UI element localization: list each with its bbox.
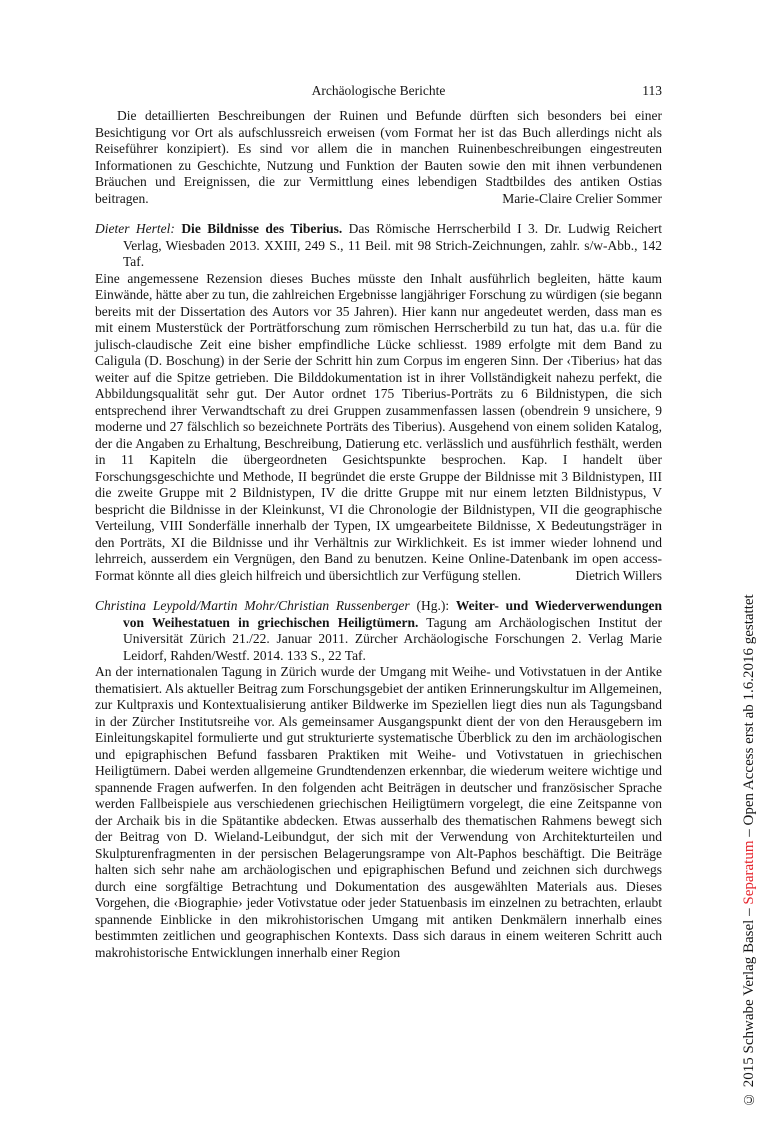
review-weihestatuen-imprint: Tagung am Archäologischen Institut der Universität Zürich 21./22. Januar 2011. Zürcher Archäologische Forschungen 2. Verlag Marie Leidorf, Rahden/Westf. 2014. 133 S., 22 Taf. [123, 614, 662, 663]
review-weihestatuen-editors-suffix: (Hg.): [416, 598, 450, 613]
open-access-suffix: – Open Access erst ab 1.6.2016 gestattet [741, 594, 757, 841]
running-head [95, 82, 662, 99]
review-tiberius-signature: Dietrich Willers [575, 567, 662, 583]
review-tiberius-text: Eine angemessene Rezension dieses Buches müsste den Inhalt ausführlich begleiten, hätte kaum Einwände, hätte aber zu tun, die zahlreichen Ergebnisse langjähriger Forschung zu würdigen (sie begann bereits mit der Dissertation des Autors vor 35 Jahren). Hier kann nur angedeutet werden, dass man es mit einem Musterstück der Porträtforschung zum römischen Herrscherbild zu tun hat, das u.a. für die julisch-claudische Zeit eine bisher empfindliche Lücke schliesst. 1989 erfolgte mit dem Band zu Caligula (D. Boschung) in der Serie der Schritt hin zum Corpus im engeren Sinn. Der ‹Tiberius› hat das weiter auf die Spitze getrieben. Die Bilddokumentation ist in ihrer Vollständigkeit nahezu perfekt, die Abbildungsqualität sehr gut. Der Autor ordnet 175 Tiberius-Porträts zu 6 Bildnistypen, die sich entsprechend ihrer Verwandtschaft zu drei Gruppen zusammenfassen lassen (obendrein 9 unsichere, 9 moderne und 27 fälschlich so bezeichnete Porträts des Tiberius). Ausgehend von einem soliden Katalog, der die Angaben zu Erhaltung, Beschreibung, Datierung etc. verlässlich und ausführlich festhält, werden in 11 Kapiteln die übergeordneten Gesichtspunkte besprochen. Kap. I handelt über Forschungsgeschichte und Methode, II begründet die erste Gruppe der Bildnisse mit 3 Bildnistypen, III die zweite Gruppe mit 2 Bildnistypen, IV die dritte Gruppe mit nur einem letzten Bildnistypus, V bespricht die Bildnisse in der Kleinkunst, VI die Chronologie der Bildnistypen, VII die geographische Verteilung, VIII Sonderfälle innerhalb der Typen, IX umgearbeitete Bildnisse, X Bedeutungsträger in den Porträts, XI die Bildnisse und ihr Verhältnis zur Wirklichkeit. Es ist immer wieder lohnend und lehrreich, ausserdem ein Vergnügen, den Band zu benutzen. Keine Online-Datenbank im open access-Format könnte all dies gleich hilfreich und übersichtlich zur Verfügung stellen. [95, 270, 662, 583]
review-weihestatuen-body [95, 664, 662, 961]
review-tiberius-imprint: Das Römische Herrscherbild I 3. Dr. Ludwig Reichert Verlag, Wiesbaden 2013. XXIII, 249 S., 11 Beil. mit 98 Strich-Zeichnungen, zahlr. s/w-Abb., 142 Taf. [123, 221, 662, 269]
review-weihestatuen-text: An der internationalen Tagung in Zürich wurde der Umgang mit Weihe- und Votivstatuen in der Antike thematisiert. Als aktueller Beitrag zum Forschungsgebiet der antiken Erinnerungskultur im Allgemeinen, zur Kultpraxis und Kontextualisierung antiker Bildwerke im Speziellen liegt dies nun als Tagungsband in der Zürcher Institutsreihe vor. Als gemeinsamer Ausgangspunkt dient der von den Herausgebern im Einleitungskapitel formulierte und gut strukturierte systematische Überblick zu den im archäologischen und epigraphischen Befund fassbaren Praktiken mit Weihe- und Votivstatuen in griechischen Heiligtümern. Dabei werden allgemeine Grundtendenzen erkennbar, die wiederum weitere wichtige und spannende Fragen aufwerfen. In den folgenden acht Beiträgen in deutscher und französischer Sprache werden Fallbeispiele aus verschiedenen griechischen Heiligtümern vorgelegt, die eine Zeitspanne von der Archaik bis in die Spätantike abdecken. Etwas ausserhalb des thematischen Rahmens bewegt sich der Beitrag von D. Wieland-Leibundgut, der sich mit der Verwendung von Architekturteilen und Skulpturenfragmenten in der persischen Belagerungsrampe von Alt-Paphos beschäftigt. Die Beiträge halten sich sehr nahe am archäologischen und epigraphischen Befund und zeichnen sich durchwegs durch eine sorgfältige Betrachtung und Dokumentation des ausgewählten Materials aus. Dieses Vorgehen, die ‹Biographie› jeder Votivstatue oder jeder Statuenbasis im einzelnen zu betrachten, erlaubt spannende Einblicke in den mikrohistorischen Umgang mit antiken Denkmälern innerhalb eines bestimmten zeitlichen und geographischen Kontexts. Dass sich daraus in einem weiteren Schritt auch makrohistorische Entwicklungen innerhalb einer Region [95, 664, 662, 960]
review-tiberius [95, 221, 662, 584]
separatum-label: Separatum [741, 840, 757, 905]
copyright-prefix: © 2015 Schwabe Verlag Basel – [741, 904, 757, 1107]
review-weihestatuen-title: Weiter- und Wiederverwendungen von Weihestatuen in griechischen Heiligtümern. [123, 598, 663, 630]
review-weihestatuen-heading [95, 598, 662, 664]
review-weihestatuen-editors: Christina Leypold/Martin Mohr/Christian Russenberger [95, 598, 410, 613]
review-ostia-signature: Marie-Claire Crelier Sommer [502, 190, 662, 206]
review-weihestatuen [95, 598, 662, 961]
review-ostia-paragraph [95, 108, 662, 207]
journal-title: Archäologische Berichte [311, 83, 446, 98]
page-text-block [95, 82, 662, 961]
review-tiberius-title: Die Bildnisse des Tiberius. [181, 221, 343, 236]
separatum-copyright-note [740, 487, 758, 1107]
review-tiberius-heading [95, 221, 662, 271]
review-tiberius-body [95, 271, 662, 585]
review-tiberius-author: Dieter Hertel: [95, 221, 175, 236]
review-ostia-text: Die detaillierten Beschreibungen der Ruinen und Befunde dürften sich besonders bei einer Besichtigung vor Ort als aufschlussreich erweisen (vom Format her ist das Buch allerdings nicht als Reiseführer konzipiert). Es sind vor allem die in manchen Ruinenbeschreibungen eingestreuten Informationen zu Geschichte, Nutzung und Funktion der Bauten sowie den mit ihnen verbundenen Bräuchen und Ereignissen, die zur Vermittlung eines lebendigen Stadtbildes des antiken Ostias beitragen. [95, 108, 662, 206]
page-number: 113 [642, 83, 662, 98]
